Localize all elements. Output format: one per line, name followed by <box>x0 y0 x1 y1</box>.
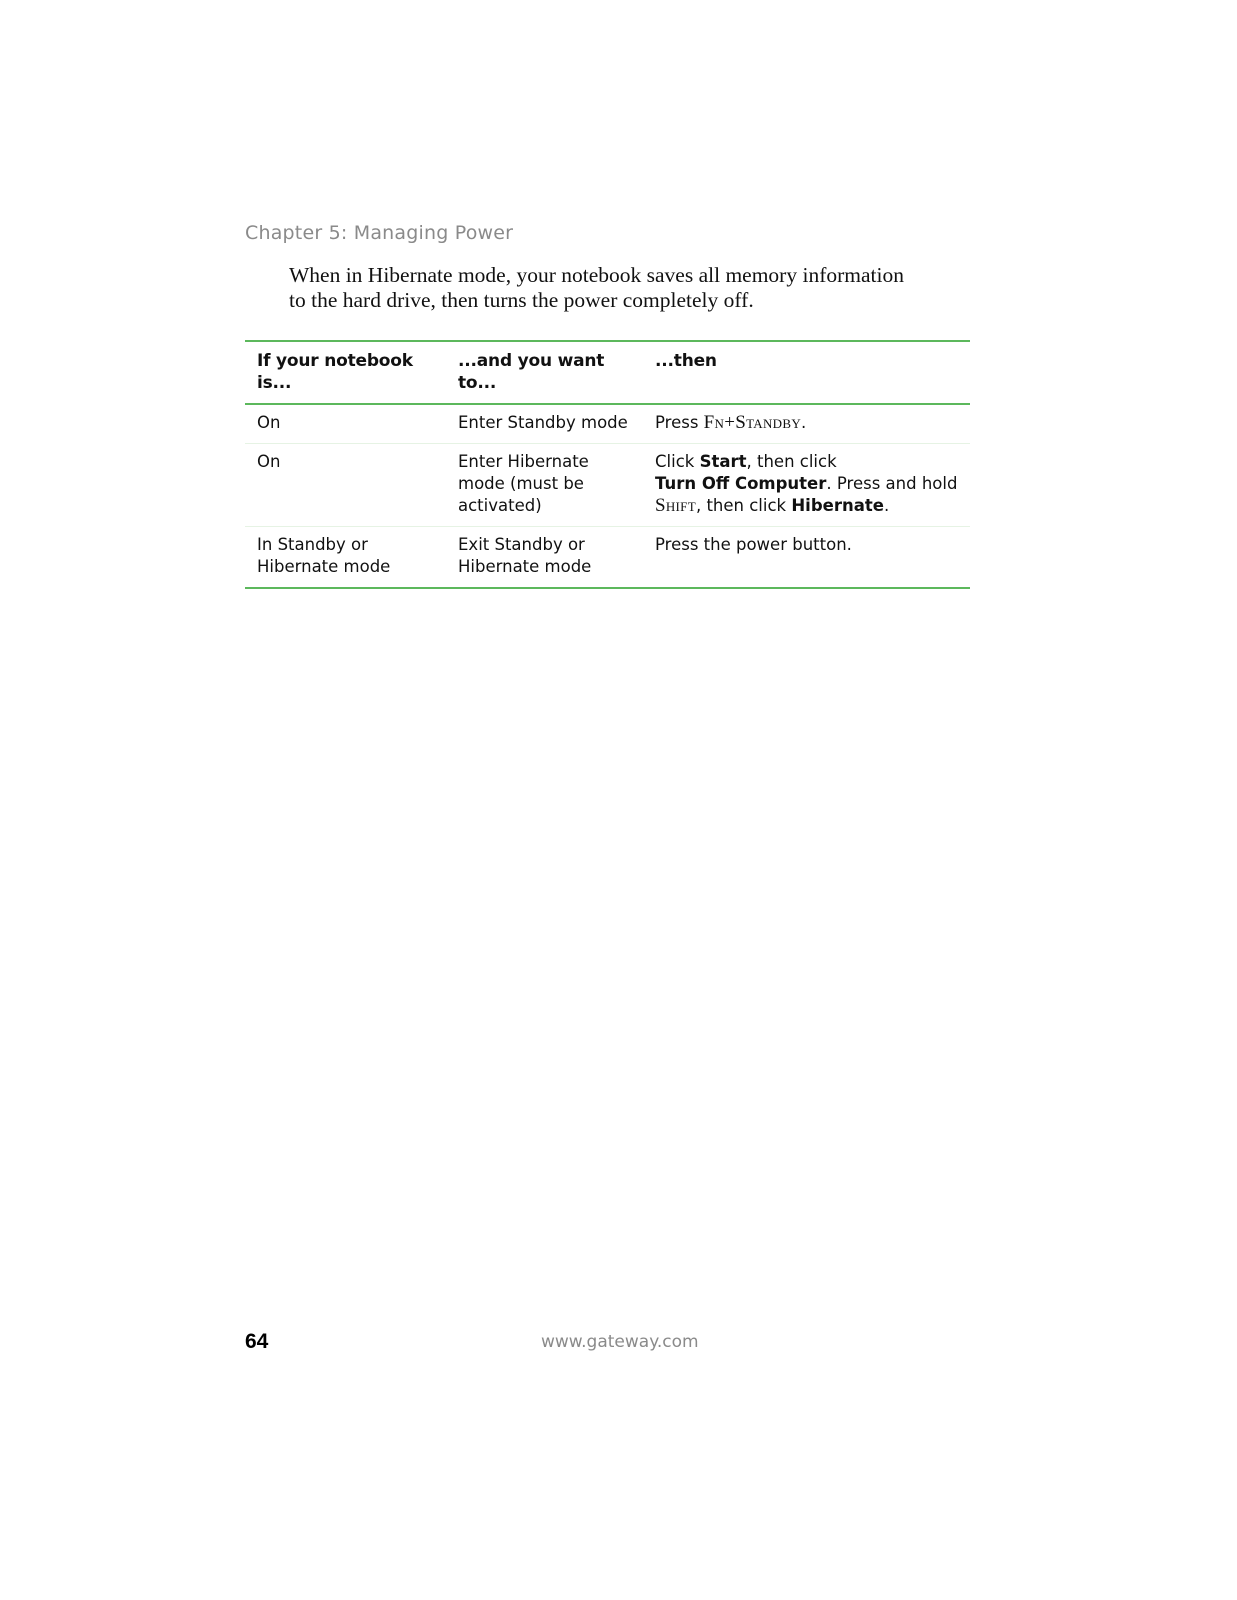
header-desired-action: ...and you want to... <box>458 351 605 393</box>
header-notebook-state: If your notebook is... <box>257 351 413 393</box>
footer-url: www.gateway.com <box>541 1332 699 1352</box>
cell-action: Enter Standby mode <box>458 413 628 432</box>
intro-paragraph <box>289 263 979 313</box>
turn-off-computer-label: Turn Off Computer <box>655 474 827 493</box>
key-combo: Fn+Standby <box>703 412 802 433</box>
table-header-row <box>245 341 970 404</box>
cell-action: Exit Standby or Hibernate mode <box>458 535 592 576</box>
hibernate-label: Hibernate <box>791 496 884 515</box>
page-number: 64 <box>245 1330 269 1353</box>
power-modes-table <box>245 340 970 589</box>
then-text: . <box>883 496 890 515</box>
start-label: Start <box>699 452 747 471</box>
cell-state: On <box>257 413 281 432</box>
chapter-heading: Chapter 5: Managing Power <box>245 222 514 244</box>
table-row <box>245 444 970 527</box>
then-text: , then click <box>746 452 837 471</box>
cell-state: On <box>257 452 281 471</box>
intro-line-2: to the hard drive, then turns the power completely off. <box>289 288 754 312</box>
table-row <box>245 404 970 444</box>
then-text: Press <box>655 413 704 432</box>
shift-key: Shift <box>655 495 696 516</box>
cell-then <box>643 444 970 527</box>
then-text: Click <box>655 452 700 471</box>
cell-then: Press the power button. <box>655 535 852 554</box>
then-text: . <box>801 413 807 432</box>
intro-line-1: When in Hibernate mode, your notebook saves all memory information <box>289 263 904 287</box>
cell-then <box>643 404 970 444</box>
header-then: ...then <box>655 351 717 371</box>
then-text: . Press and hold <box>826 474 958 493</box>
cell-action: Enter Hibernate mode (must be activated) <box>458 452 589 515</box>
cell-state: In Standby or Hibernate mode <box>257 535 391 576</box>
table-row <box>245 527 970 589</box>
then-text: , then click <box>695 496 792 515</box>
